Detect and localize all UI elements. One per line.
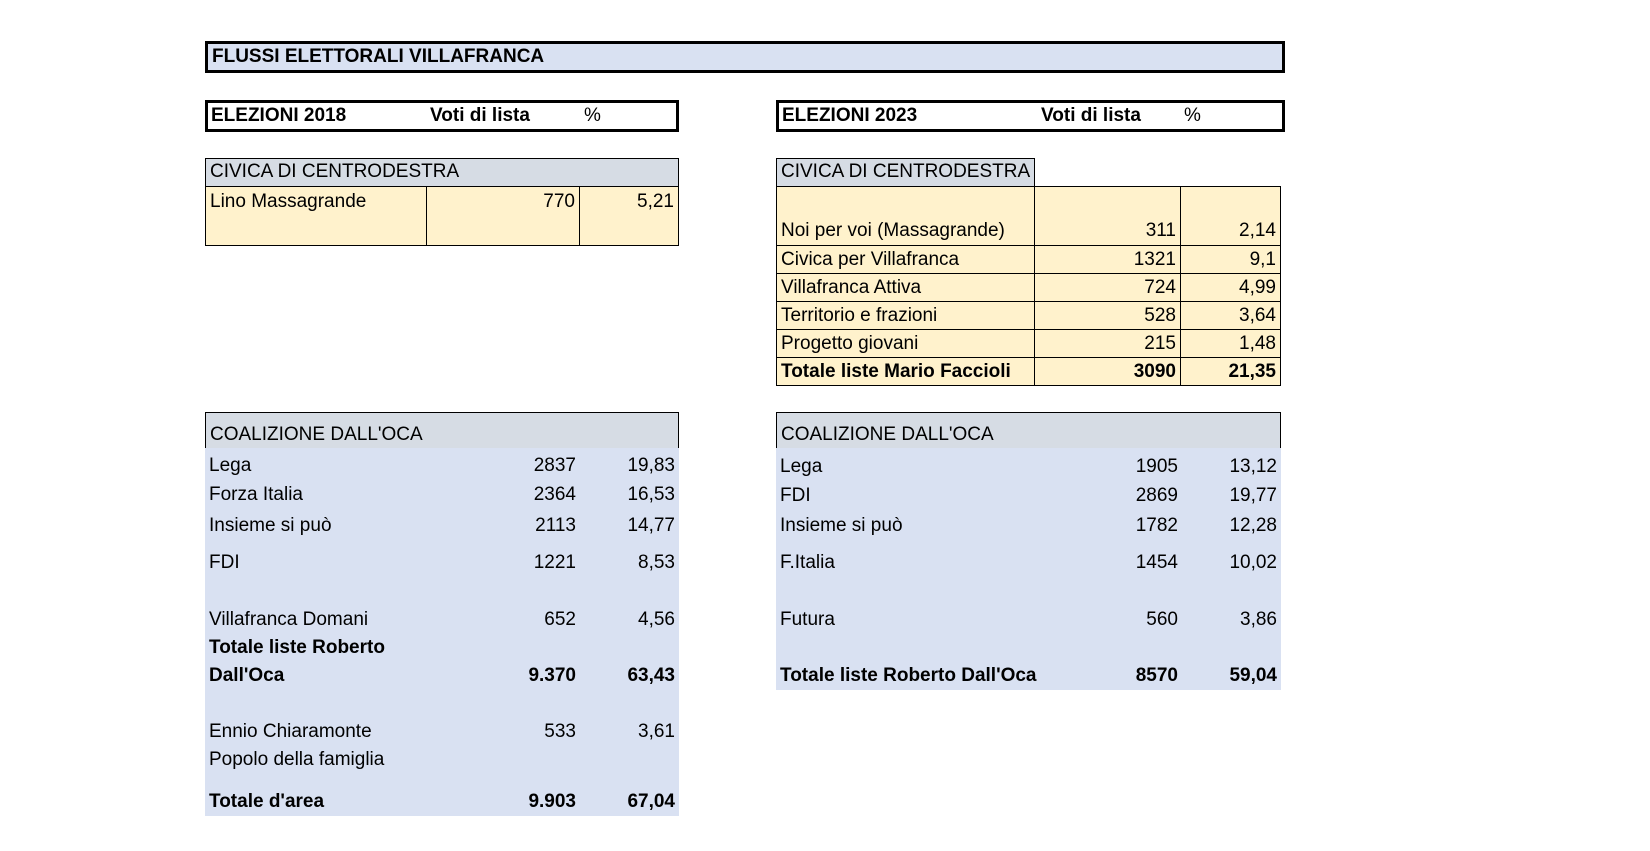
civica-2018-pct-cell — [579, 186, 679, 246]
coalizione-2018-area-total-name: Totale d'area — [209, 791, 325, 812]
civica-2023-row-pct: 4,99 — [1180, 273, 1281, 302]
coalizione-2018-area-total-votes: 9.903 — [528, 791, 576, 812]
coalizione-2018-heading: COALIZIONE DALL'OCA — [205, 412, 679, 449]
coalizione-2018-area-total-pct: 67,04 — [627, 791, 675, 812]
header-2023-label: ELEZIONI 2023 — [782, 105, 918, 126]
civica-2023-row-name: Villafranca Attiva — [776, 273, 1036, 302]
civica-2023-row-votes: 1321 — [1034, 245, 1181, 274]
coalizione-2018-row-name: FDI — [209, 552, 240, 573]
header-2023 — [776, 100, 1285, 132]
civica-2023-row-name: Progetto giovani — [776, 329, 1036, 358]
civica-2018-pct: 5,21 — [637, 191, 674, 212]
civica-2023-total-pct: 21,35 — [1180, 357, 1281, 386]
civica-2023-row-votes: 311 — [1034, 186, 1181, 246]
coalizione-2023-total-pct: 59,04 — [1229, 665, 1277, 686]
civica-2023-row-name: Civica per Villafranca — [776, 245, 1036, 274]
civica-2018-name-cell — [205, 186, 427, 246]
coalizione-2018-row-name: Forza Italia — [209, 484, 303, 505]
coalizione-2018-row-votes: 652 — [544, 609, 576, 630]
coalizione-2018-row-pct: 8,53 — [638, 552, 675, 573]
coalizione-2023-total-name: Totale liste Roberto Dall'Oca — [780, 665, 1037, 686]
coalizione-2018-row-votes: 2113 — [535, 515, 576, 536]
civica-2023-total-name: Totale liste Mario Faccioli — [776, 357, 1036, 386]
civica-2018-name: Lino Massagrande — [210, 191, 367, 212]
civica-2023-heading: CIVICA DI CENTRODESTRA — [776, 158, 1035, 187]
header-2018 — [205, 100, 679, 132]
coalizione-2023-row-name: Futura — [780, 609, 835, 630]
coalizione-2023-row-pct: 10,02 — [1229, 552, 1277, 573]
coalizione-2023-row-votes: 560 — [1146, 609, 1178, 630]
coalizione-2023-row-pct: 3,86 — [1240, 609, 1277, 630]
civica-2023-row-votes: 528 — [1034, 301, 1181, 330]
header-2018-votes: Voti di lista — [430, 105, 530, 126]
coalizione-2018-row-name: Insieme si può — [209, 515, 332, 536]
coalizione-2018-row-pct: 19,83 — [627, 455, 675, 476]
header-2023-votes: Voti di lista — [1041, 105, 1141, 126]
coalizione-2023-row-votes: 1782 — [1135, 515, 1178, 536]
coalizione-2018-total-name-1: Totale liste Roberto — [209, 637, 385, 658]
coalizione-2018-row-name: Lega — [209, 455, 252, 476]
header-2023-pct: % — [1184, 105, 1201, 126]
coalizione-2018-extra-name-1: Ennio Chiaramonte — [209, 721, 372, 742]
coalizione-2018-extra-votes: 533 — [544, 721, 576, 742]
coalizione-2023-row-name: F.Italia — [780, 552, 835, 573]
coalizione-2018-row-pct: 14,77 — [627, 515, 675, 536]
coalizione-2018-total-pct: 63,43 — [627, 665, 675, 686]
coalizione-2023-row-pct: 19,77 — [1229, 485, 1277, 506]
header-2018-pct: % — [584, 105, 601, 126]
coalizione-2023-row-name: FDI — [780, 485, 811, 506]
header-2018-label: ELEZIONI 2018 — [211, 105, 347, 126]
civica-2018-heading: CIVICA DI CENTRODESTRA — [205, 158, 679, 187]
coalizione-2018-extra-pct: 3,61 — [638, 721, 675, 742]
coalizione-2018-row-votes: 2364 — [533, 484, 576, 505]
coalizione-2023-row-pct: 13,12 — [1229, 456, 1277, 477]
coalizione-2018-total-votes: 9.370 — [528, 665, 576, 686]
civica-2018-votes-cell — [426, 186, 580, 246]
civica-2023-row-pct: 2,14 — [1180, 186, 1281, 246]
coalizione-2018-row-votes: 2837 — [533, 455, 576, 476]
civica-2018-votes: 770 — [543, 191, 575, 212]
coalizione-2023-total-votes: 8570 — [1135, 665, 1178, 686]
coalizione-2023-row-name: Lega — [780, 456, 823, 477]
coalizione-2018-row-pct: 16,53 — [627, 484, 675, 505]
civica-2023-row-pct: 3,64 — [1180, 301, 1281, 330]
civica-2023-total-votes: 3090 — [1034, 357, 1181, 386]
coalizione-2023-row-name: Insieme si può — [780, 515, 903, 536]
coalizione-2018-total-name-2: Dall'Oca — [209, 665, 285, 686]
civica-2023-row-pct: 9,1 — [1180, 245, 1281, 274]
civica-2023-row-name: Noi per voi (Massagrande) — [776, 186, 1036, 246]
coalizione-2023-row-votes: 1454 — [1135, 552, 1178, 573]
page-title: FLUSSI ELETTORALI VILLAFRANCA — [205, 41, 1285, 73]
coalizione-2023-row-votes: 2869 — [1135, 485, 1178, 506]
coalizione-2023-row-votes: 1905 — [1135, 456, 1178, 477]
coalizione-2018-row-pct: 4,56 — [638, 609, 675, 630]
civica-2023-row-pct: 1,48 — [1180, 329, 1281, 358]
coalizione-2018-row-votes: 1221 — [533, 552, 576, 573]
civica-2023-row-name: Territorio e frazioni — [776, 301, 1036, 330]
coalizione-2018-row-name: Villafranca Domani — [209, 609, 369, 630]
civica-2023-row-votes: 215 — [1034, 329, 1181, 358]
coalizione-2018-extra-name-2: Popolo della famiglia — [209, 749, 385, 770]
civica-2023-row-votes: 724 — [1034, 273, 1181, 302]
coalizione-2023-heading: COALIZIONE DALL'OCA — [776, 412, 1281, 449]
coalizione-2023-row-pct: 12,28 — [1229, 515, 1277, 536]
